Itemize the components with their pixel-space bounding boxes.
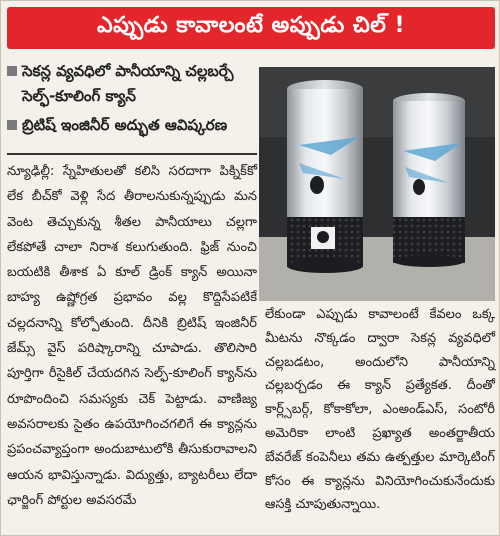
can-left	[287, 80, 363, 273]
subheadline-text: సెకన్ల వ్యవధిలో పానీయాన్ని చల్లబర్చే సెల్ఫ్‌-కూలింగ్ క్యాన్	[22, 62, 234, 105]
article-column-left	[7, 159, 257, 513]
article-column-right	[265, 303, 495, 517]
can-right	[393, 93, 465, 267]
bullet-square-icon	[7, 120, 17, 130]
headline: ఎప్పుడు కావాలంటే అప్పుడు చిల్ !	[96, 13, 406, 38]
subheadline-item	[7, 59, 257, 109]
bullet-square-icon	[7, 66, 17, 76]
product-photo	[259, 67, 495, 301]
two-silver-cans-image	[259, 67, 495, 301]
article-paragraph: న్యూఢిల్లీ: స్నేహితులతో కలిసి సరదాగా పిక్నిక్‌కో లేక బీచ్‌కో వెళ్లి సేద తీరాలనుకున్నప్పుడు మన వెంట తెచ్చుకున్న శీతల పానీయాలు చల్లగా లేకపోతే చాలా నిరాశ కలుగుతుంది. ఫ్రిజ్ నుంచి బయటికి తీశాక ఏ కూల్ డ్రింక్ క్యాన్ అయినా బాహ్య ఉష్ణోగ్రత ప్రభావం వల్ల కొద్దిసేపటికే చల్లదనాన్ని కోల్పోతుంది. దీనికి బ్రిటిష్ ఇంజినీర్ జేమ్స్ వైస్ పరిష్కారాన్ని చూపాడు. తొలిసారి పూర్తిగా రీసైకిల్ చేయదగిన సెల్ఫ్‌-కూలింగ్ క్యాన్‌ను రూపొందించి సమస్యకు చెక్ పెట్టాడు. వాణిజ్య అవసరాలకు సైతం ఉపయోగించగలిగే ఈ క్యాన్లను ప్రపంచవ్యాప్తంగా అందుబాటులోకి తీసుకురావాలని ఆయన భావిస్తున్నాడు. విద్యుత్తు, బ్యాటరీలు లేదా ఛార్జింగ్ పోర్టుల అవసరమే	[7, 164, 257, 508]
subheadline-text: బ్రిటిష్ ఇంజినీర్ అద్భుత ఆవిష్కరణ	[22, 116, 228, 134]
subheadline-item	[7, 113, 257, 138]
section-divider	[7, 153, 257, 155]
article-paragraph: లేకుండా ఎప్పుడు కావాలంటే కేవలం ఒక్క మీటను నొక్కడం ద్వారా సెకన్ల వ్యవధిలో చల్లబడటం, అందులోని పానీయాన్ని చల్లబర్చడం ఈ క్యాన్ ప్రత్యేకత. దీంతో కార్ల్స్‌బర్గ్, కోకాకోలా, ఎంఅండ్ఎస్, సంటోరీ అమెరికా లాంటి ప్రఖ్యాత అంతర్జాతీయ బేవరేజ్ కంపెనీలు తమ ఉత్పత్తుల మార్కెటింగ్ కోసం ఈ క్యాన్లను వినియోగించుకునేందుకు ఆసక్తి చూపుతున్నాయి.	[265, 307, 495, 513]
headline-banner	[7, 7, 495, 49]
subheadline-list	[7, 59, 257, 142]
